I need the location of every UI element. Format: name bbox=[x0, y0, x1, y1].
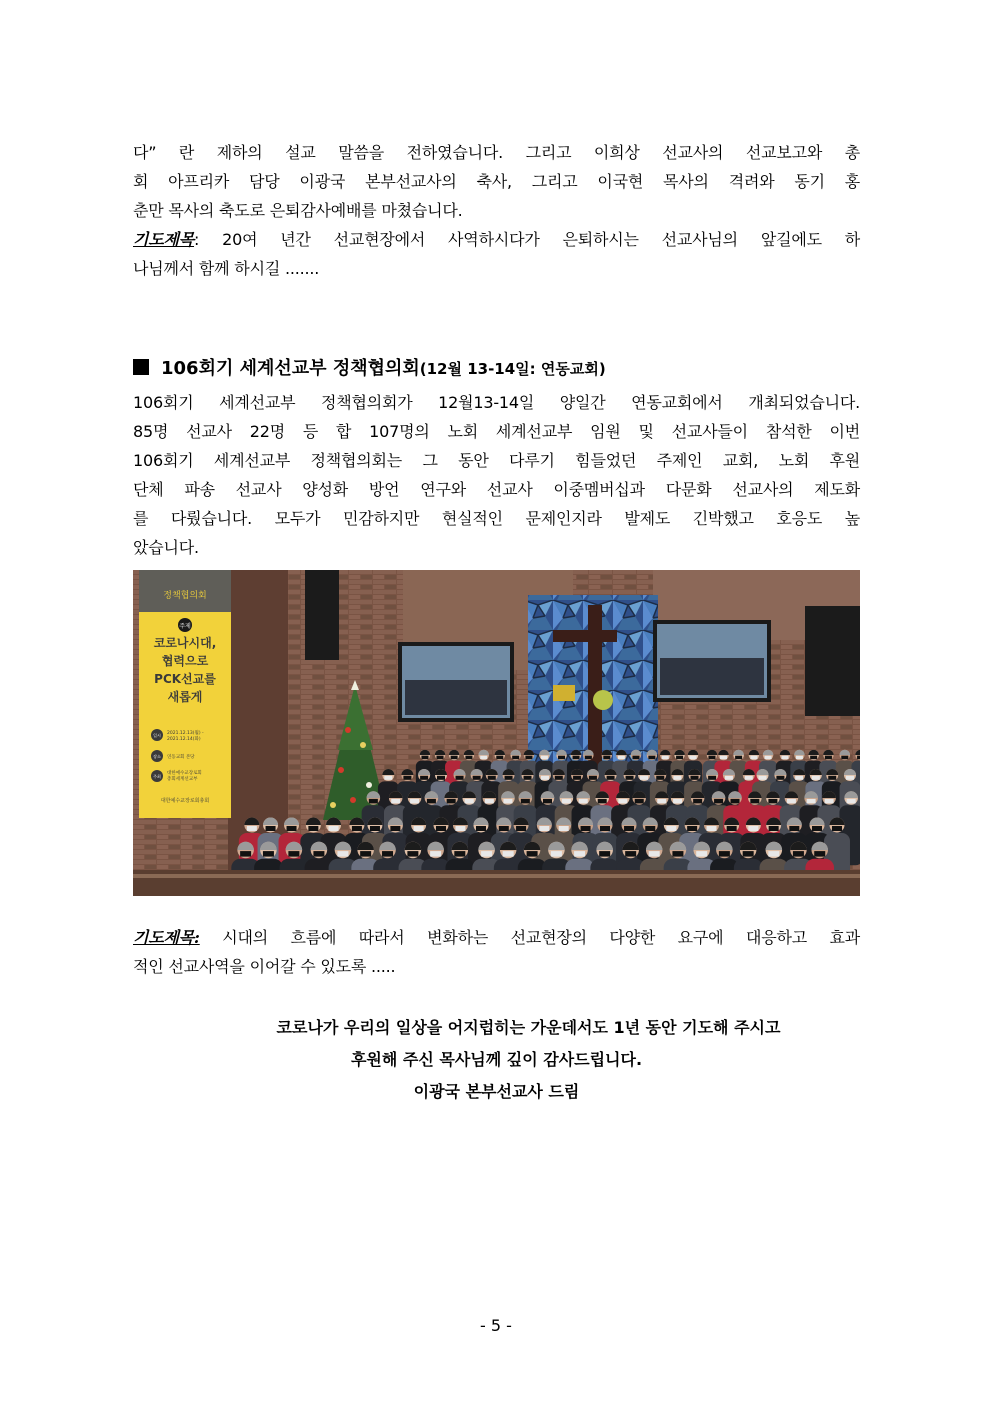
banner-place-tag: 장소 bbox=[153, 754, 161, 759]
banner-host: 대한예수교장로회 bbox=[167, 771, 202, 776]
closing-line: 코로나가 우리의 일상을 어지럽히는 가운데서도 1년 동안 기도해 주시고 bbox=[276, 1018, 781, 1037]
banner-footer: 대한예수교장로회총회 bbox=[160, 798, 210, 804]
group-photo-image bbox=[133, 570, 860, 896]
banner-date: 2021.12.13(월) - bbox=[167, 731, 204, 736]
prayer-text-continued: 나님께서 함께 하시길 ....... bbox=[133, 259, 320, 278]
closing-line: 후원해 주신 목사님께 깊이 감사드립니다. bbox=[350, 1050, 643, 1069]
prayer-line: 적인 선교사역을 이어갈 수 있도록 ..... bbox=[133, 957, 396, 976]
banner-theme-tag: 주제 bbox=[179, 623, 191, 630]
page-number: - 5 - bbox=[480, 1316, 512, 1335]
intro-paragraph bbox=[133, 138, 860, 283]
intro-line: 회 아프리카 담당 이광국 본부선교사의 축사, 그리고 이국현 목사의 격려와 동기 홍 bbox=[133, 172, 860, 191]
prayer-topic-2 bbox=[133, 923, 860, 981]
prayer-text: 시대의 흐름에 따라서 변화하는 선교현장의 다양한 요구에 대응하고 효과 bbox=[199, 928, 860, 947]
banner-date: 2021.12.14(화) bbox=[167, 737, 201, 742]
banner-place: 연동교회 본당 bbox=[167, 755, 195, 760]
banner-text: 협력으로 bbox=[161, 654, 209, 668]
black-square-icon bbox=[133, 359, 149, 375]
intro-line: 다” 란 제하의 설교 말씀을 전하였습니다. 그리고 이희상 선교사의 선교보고와 총 bbox=[133, 143, 860, 162]
banner-top-text: 정책협의회 bbox=[163, 591, 207, 601]
section-title: 106회기 세계선교부 정책협의회 bbox=[161, 358, 420, 379]
banner-date-tag: 일시 bbox=[153, 733, 161, 738]
prayer-topic-1 bbox=[133, 225, 860, 254]
banner-text: 새롭게 bbox=[167, 690, 203, 704]
body-line: 를 다뤘습니다. 모두가 민감하지만 현실적인 문제인지라 발제도 긴박했고 호응도 높 bbox=[133, 509, 860, 528]
section-body bbox=[133, 388, 860, 562]
body-line: 85명 선교사 22명 등 합 107명의 노회 세계선교부 임원 및 선교사들이 참석한 이번 bbox=[133, 422, 860, 441]
banner-text: 코로나시대, bbox=[153, 636, 217, 650]
section-heading bbox=[133, 354, 860, 384]
prayer-label: 기도제목: bbox=[133, 928, 200, 947]
intro-line: 춘만 목사의 축도로 은퇴감사예배를 마쳤습니다. bbox=[133, 201, 463, 220]
body-line: 106회기 세계선교부 정책협의회는 그 동안 다루기 힘들었던 주제인 교회, 노회 후원 bbox=[133, 451, 860, 470]
body-line: 106회기 세계선교부 정책협의회가 12월13-14일 양일간 연동교회에서 개최되었습니다. bbox=[133, 393, 860, 412]
group-photo bbox=[133, 570, 860, 896]
banner-host-tag: 주최 bbox=[153, 774, 161, 779]
body-line: 았습니다. bbox=[133, 538, 199, 557]
banner-text: PCK선교를 bbox=[154, 672, 216, 686]
banner-host: 총회세계선교부 bbox=[167, 777, 198, 782]
prayer-text: : 20여 년간 선교현장에서 사역하시다가 은퇴하시는 선교사님의 앞길에도 하 bbox=[194, 230, 860, 249]
prayer-line bbox=[133, 923, 860, 952]
signature: 이광국 본부선교사 드림 bbox=[413, 1082, 580, 1101]
prayer-label: 기도제목 bbox=[133, 230, 195, 249]
body-line: 단체 파송 선교사 양성화 방언 연구와 선교사 이중멤버십과 다문화 선교사의 제도화 bbox=[133, 480, 860, 499]
section-subtitle: (12월 13-14일: 연동교회) bbox=[419, 360, 606, 378]
